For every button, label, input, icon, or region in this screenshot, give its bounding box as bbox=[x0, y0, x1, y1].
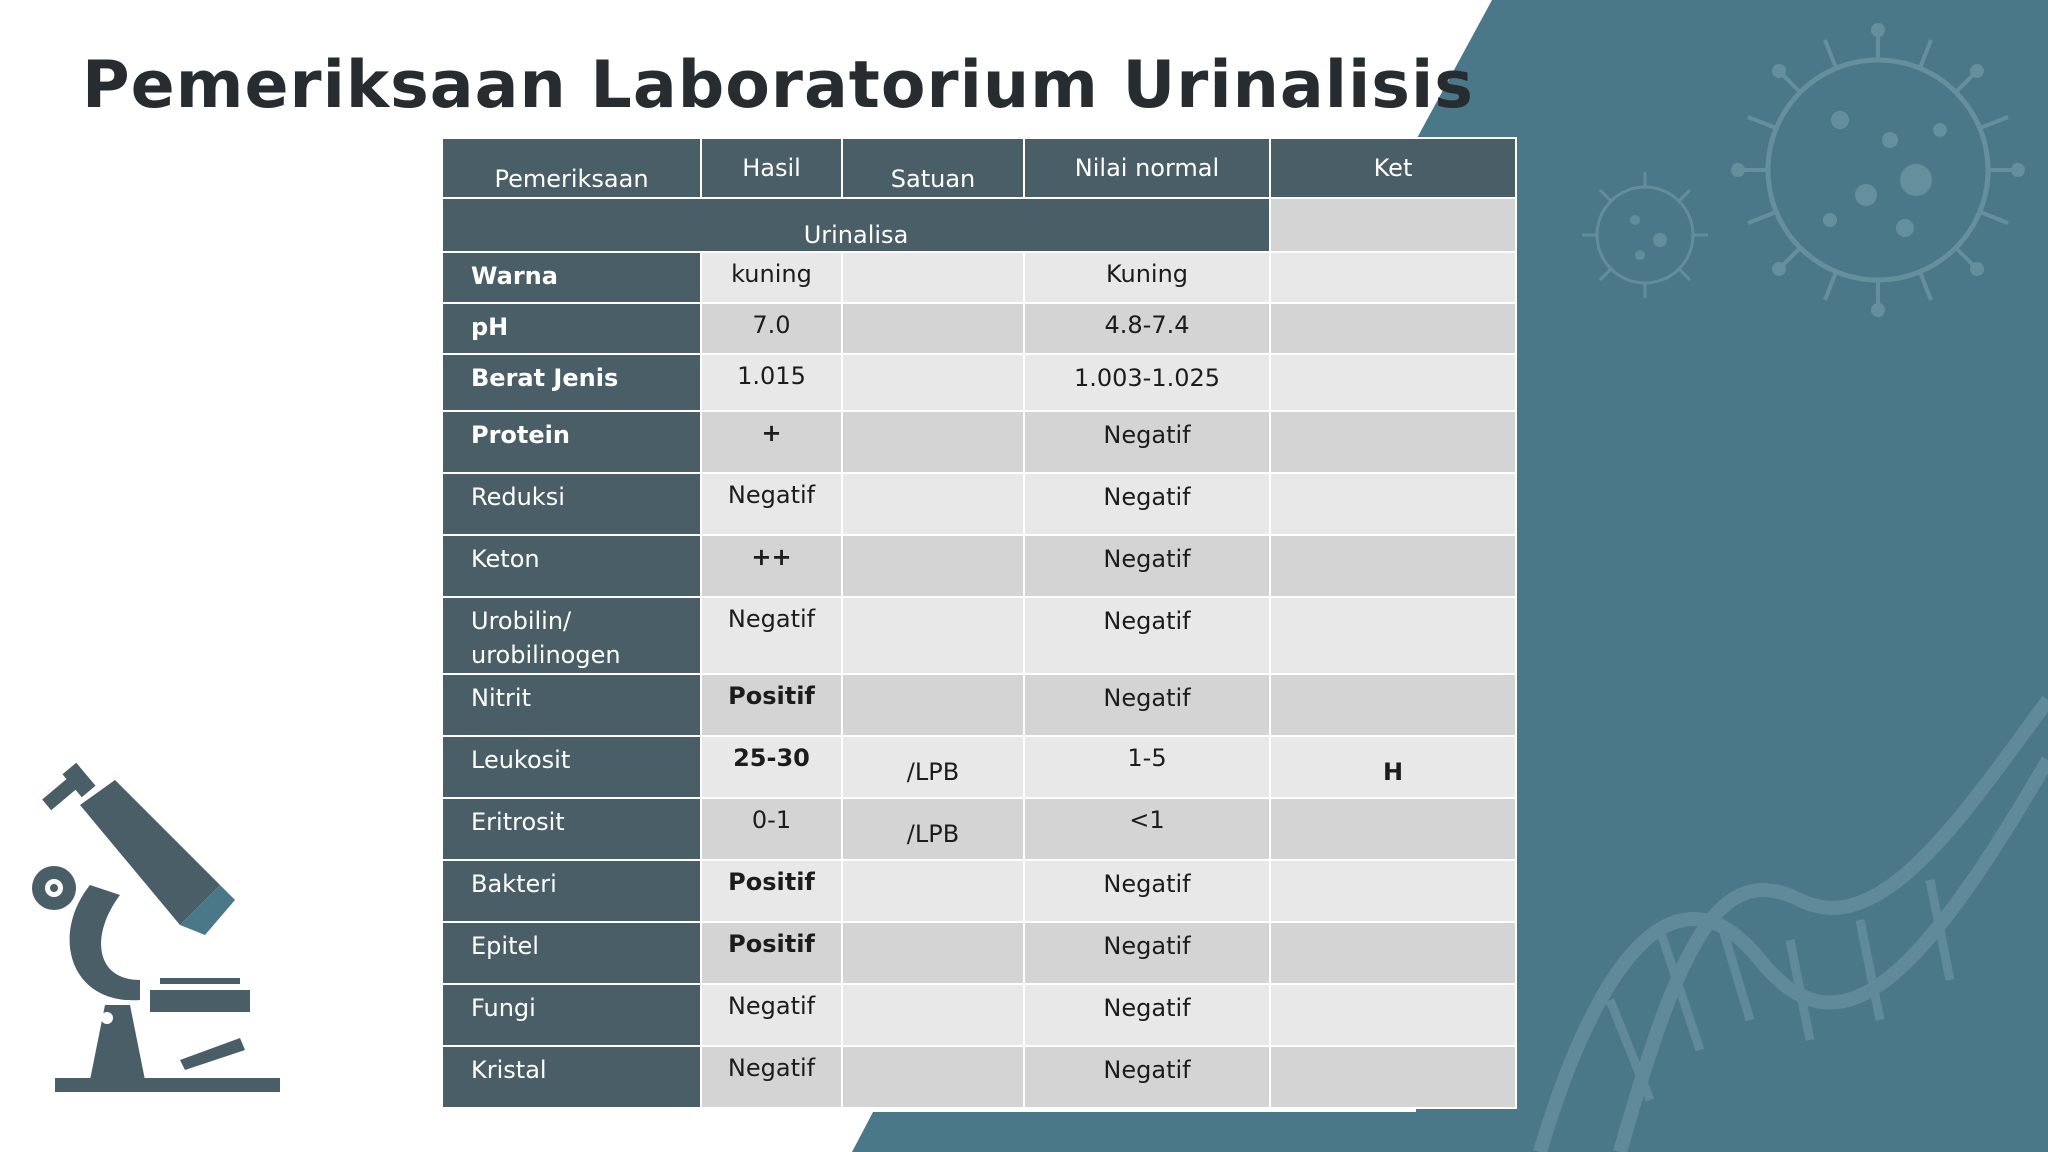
result-value: + bbox=[701, 411, 842, 473]
note-value bbox=[1270, 252, 1516, 303]
result-value: Positif bbox=[701, 860, 842, 922]
unit-value: /LPB bbox=[842, 798, 1024, 860]
unit-value bbox=[842, 860, 1024, 922]
table-row bbox=[442, 473, 1516, 535]
group-label: Urinalisa bbox=[442, 198, 1270, 252]
normal-value: Negatif bbox=[1024, 674, 1270, 736]
normal-value: Negatif bbox=[1024, 535, 1270, 597]
normal-value: Negatif bbox=[1024, 922, 1270, 984]
unit-value bbox=[842, 674, 1024, 736]
row-label: Nitrit bbox=[442, 674, 701, 736]
row-label: Eritrosit bbox=[442, 798, 701, 860]
row-label: Leukosit bbox=[442, 736, 701, 798]
normal-value: <1 bbox=[1024, 798, 1270, 860]
unit-value bbox=[842, 473, 1024, 535]
row-label: Protein bbox=[442, 411, 701, 473]
result-value: Negatif bbox=[701, 473, 842, 535]
note-value bbox=[1270, 303, 1516, 354]
note-value bbox=[1270, 411, 1516, 473]
table-row bbox=[442, 798, 1516, 860]
table-row bbox=[442, 860, 1516, 922]
table-cell bbox=[1270, 198, 1516, 252]
unit-value bbox=[842, 535, 1024, 597]
row-label: Reduksi bbox=[442, 473, 701, 535]
normal-value: Negatif bbox=[1024, 597, 1270, 674]
unit-value: /LPB bbox=[842, 736, 1024, 798]
unit-value bbox=[842, 984, 1024, 1046]
note-value bbox=[1270, 535, 1516, 597]
table-row bbox=[442, 674, 1516, 736]
header-pemeriksaan: Pemeriksaan bbox=[442, 138, 701, 198]
normal-value: Negatif bbox=[1024, 411, 1270, 473]
result-value: 25-30 bbox=[701, 736, 842, 798]
table-row bbox=[442, 1046, 1516, 1108]
table-row bbox=[442, 252, 1516, 303]
unit-value bbox=[842, 252, 1024, 303]
lab-results-table bbox=[441, 137, 1517, 1109]
note-value bbox=[1270, 984, 1516, 1046]
normal-value: Negatif bbox=[1024, 1046, 1270, 1108]
table-row bbox=[442, 597, 1516, 674]
note-value bbox=[1270, 597, 1516, 674]
row-label-line: urobilinogen bbox=[471, 641, 621, 669]
group-row bbox=[442, 198, 1516, 252]
page-title: Pemeriksaan Laboratorium Urinalisis bbox=[82, 48, 1474, 123]
note-value bbox=[1270, 922, 1516, 984]
result-value: Positif bbox=[701, 922, 842, 984]
note-value bbox=[1270, 473, 1516, 535]
table-row bbox=[442, 354, 1516, 411]
table-row bbox=[442, 535, 1516, 597]
header-ket: Ket bbox=[1270, 138, 1516, 198]
unit-value bbox=[842, 354, 1024, 411]
table-row bbox=[442, 922, 1516, 984]
result-value: 0-1 bbox=[701, 798, 842, 860]
row-label: pH bbox=[442, 303, 701, 354]
table-row bbox=[442, 736, 1516, 798]
row-label: Kristal bbox=[442, 1046, 701, 1108]
row-label-line: Urobilin/ bbox=[471, 607, 572, 635]
normal-value: 1-5 bbox=[1024, 736, 1270, 798]
header-nilai-normal: Nilai normal bbox=[1024, 138, 1270, 198]
microscope-icon bbox=[30, 735, 280, 1105]
header-satuan: Satuan bbox=[842, 138, 1024, 198]
unit-value bbox=[842, 597, 1024, 674]
note-value bbox=[1270, 1046, 1516, 1108]
table-row bbox=[442, 984, 1516, 1046]
note-value: H bbox=[1270, 736, 1516, 798]
row-label: Bakteri bbox=[442, 860, 701, 922]
unit-value bbox=[842, 1046, 1024, 1108]
result-value: Negatif bbox=[701, 597, 842, 674]
result-value: kuning bbox=[701, 252, 842, 303]
result-value: ++ bbox=[701, 535, 842, 597]
result-value: Negatif bbox=[701, 1046, 842, 1108]
unit-value bbox=[842, 922, 1024, 984]
row-label bbox=[442, 597, 701, 674]
result-value: Positif bbox=[701, 674, 842, 736]
row-label: Keton bbox=[442, 535, 701, 597]
note-value bbox=[1270, 354, 1516, 411]
result-value: Negatif bbox=[701, 984, 842, 1046]
normal-value: Negatif bbox=[1024, 984, 1270, 1046]
unit-value bbox=[842, 303, 1024, 354]
normal-value: 4.8-7.4 bbox=[1024, 303, 1270, 354]
note-value bbox=[1270, 798, 1516, 860]
row-label: Epitel bbox=[442, 922, 701, 984]
normal-value: Kuning bbox=[1024, 252, 1270, 303]
result-value: 1.015 bbox=[701, 354, 842, 411]
table-row bbox=[442, 303, 1516, 354]
unit-value bbox=[842, 411, 1024, 473]
header-hasil: Hasil bbox=[701, 138, 842, 198]
row-label: Fungi bbox=[442, 984, 701, 1046]
note-value bbox=[1270, 674, 1516, 736]
table-row bbox=[442, 411, 1516, 473]
normal-value: Negatif bbox=[1024, 860, 1270, 922]
normal-value: Negatif bbox=[1024, 473, 1270, 535]
table-header-row bbox=[442, 138, 1516, 198]
row-label: Warna bbox=[442, 252, 701, 303]
row-label: Berat Jenis bbox=[442, 354, 701, 411]
note-value bbox=[1270, 860, 1516, 922]
normal-value: 1.003-1.025 bbox=[1024, 354, 1270, 411]
result-value: 7.0 bbox=[701, 303, 842, 354]
